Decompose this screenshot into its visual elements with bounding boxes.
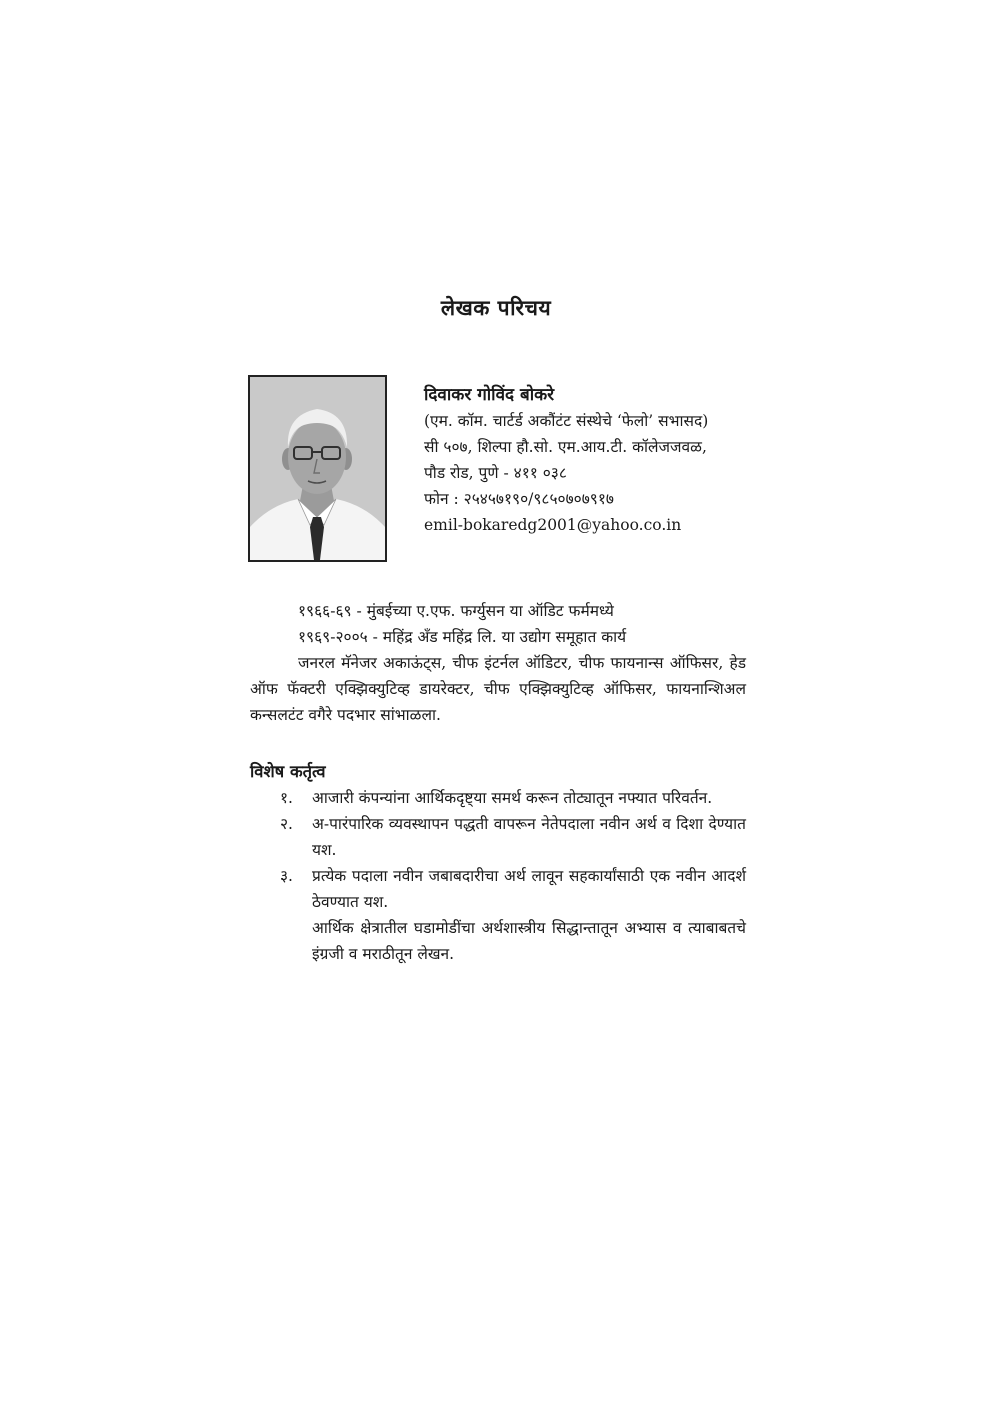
list-item [250,785,746,811]
career-roles: जनरल मॅनेजर अकाऊंट्स, चीफ इंटर्नल ऑडिटर, चीफ फायनान्स ऑफिसर, हेड ऑफ फॅक्टरी एक्झिक्युटिव्ह डायरेक्टर, चीफ एक्झिक्युटिव्ह ऑफिसर, फायनान्शिअल कन्सलटंट वगैरे पदभार सांभाळला. [250,654,746,724]
author-address-line2: पौड रोड, पुणे - ४११ ०३८ [424,464,567,482]
achievements-heading: विशेष कर्तृत्व [250,762,326,781]
author-phone: फोन : २५४५७१९०/९८५०७०७९१७ [424,490,614,508]
list-item-text: अ-पारंपारिक व्यवस्थापन पद्धती वापरून नेतेपदाला नवीन अर्थ व दिशा देण्यात यश. [312,815,746,859]
author-name: दिवाकर गोविंद बोकरे [424,385,555,405]
list-item-text: आजारी कंपन्यांना आर्थिकदृष्ट्या समर्थ करून तोट्यातून नफ्यात परिवर्तन. [312,789,713,807]
list-item-number: ३. [280,867,293,885]
list-item-text: प्रत्येक पदाला नवीन जबाबदारीचा अर्थ लावून सहकार्यांसाठी एक नवीन आदर्श ठेवण्यात यश. [312,867,746,911]
list-item-number: २. [280,815,293,833]
author-address-line1: सी ५०७, शिल्पा हौ.सो. एम.आय.टी. कॉलेजजवळ, [424,438,707,456]
achievements-list [250,785,746,967]
author-qualification: (एम. कॉम. चार्टर्ड अकौंटंट संस्थेचे ‘फेलो’ सभासद) [424,412,709,430]
list-item-number: १. [280,789,293,807]
career-line-2: १९६९-२००५ - महिंद्र अँड महिंद्र लि. या उद्योग समूहात कार्य [298,628,627,646]
list-item [250,863,746,915]
author-email: emil-bokaredg2001@yahoo.co.in [424,516,682,534]
career-line-1: १९६६-६९ - मुंबईच्या ए.एफ. फर्ग्युसन या ऑडिट फर्ममध्ये [298,602,614,620]
author-details [424,382,764,538]
achievements-extra-text: आर्थिक क्षेत्रातील घडामोडींचा अर्थशास्त्रीय सिद्धान्तातून अभ्यास व त्याबाबतचे इंग्रजी व मराठीतून लेखन. [312,919,746,963]
page-title: लेखक परिचय [440,295,552,320]
career-section [250,598,746,728]
list-item [250,811,746,863]
author-portrait-image [250,377,385,560]
author-photo [248,375,387,562]
